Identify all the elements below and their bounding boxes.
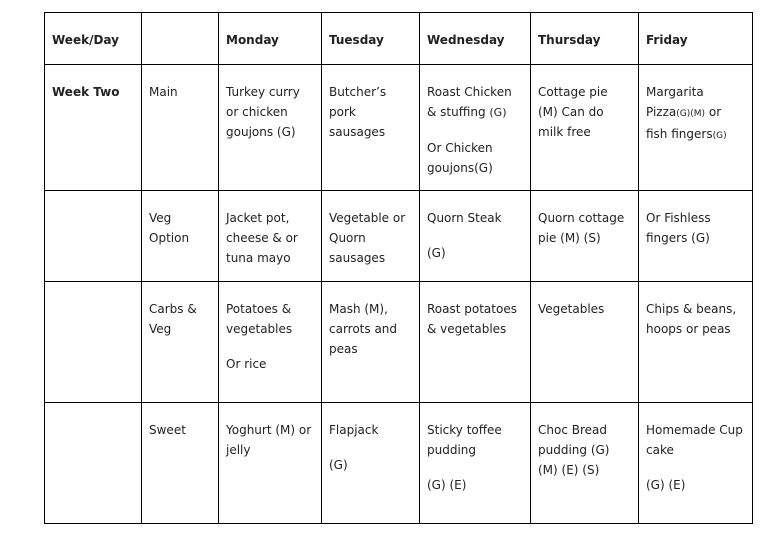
- cell-veg-thursday: Quorn cottage pie (M) (S): [531, 191, 639, 282]
- row-label-main: Main: [142, 65, 219, 191]
- cell-veg-wednesday: Quorn Steak (G): [420, 191, 531, 282]
- weekly-menu-table: [44, 12, 753, 524]
- week-label: Week Two: [45, 65, 142, 191]
- cell-veg-friday: Or Fishless fingers (G): [639, 191, 753, 282]
- header-tuesday: Tuesday: [322, 13, 420, 65]
- header-monday: Monday: [219, 13, 322, 65]
- cell-veg-monday: Jacket pot, cheese & or tuna mayo: [219, 191, 322, 282]
- cell-sweet-tuesday: Flapjack (G): [322, 403, 420, 524]
- cell-main-friday: Margarita Pizza(G)(M) or fish fingers(G): [639, 65, 753, 191]
- row-label-carbs: Carbs & Veg: [142, 282, 219, 403]
- cell-carbs-thursday: Vegetables: [531, 282, 639, 403]
- cell-carbs-tuesday: Mash (M), carrots and peas: [322, 282, 420, 403]
- row-label-sweet: Sweet: [142, 403, 219, 524]
- menu-row-carbs: [45, 282, 753, 403]
- cell-sweet-wednesday: Sticky toffee pudding (G) (E): [420, 403, 531, 524]
- cell-carbs-monday: Potatoes & vegetables Or rice: [219, 282, 322, 403]
- cell-sweet-friday: Homemade Cup cake (G) (E): [639, 403, 753, 524]
- menu-row-veg: [45, 191, 753, 282]
- cell-carbs-friday: Chips & beans, hoops or peas: [639, 282, 753, 403]
- cell-main-wednesday: Roast Chicken & stuffing (G) Or Chicken goujons(G): [420, 65, 531, 191]
- header-row: [45, 13, 753, 65]
- cell-veg-tuesday: Vegetable or Quorn sausages: [322, 191, 420, 282]
- header-friday: Friday: [639, 13, 753, 65]
- menu-row-sweet: [45, 403, 753, 524]
- header-category: [142, 13, 219, 65]
- header-week-day: Week/Day: [45, 13, 142, 65]
- cell-carbs-wednesday: Roast potatoes & vegetables: [420, 282, 531, 403]
- header-thursday: Thursday: [531, 13, 639, 65]
- row-label-veg: Veg Option: [142, 191, 219, 282]
- header-wednesday: Wednesday: [420, 13, 531, 65]
- cell-main-tuesday: Butcher’s pork sausages: [322, 65, 420, 191]
- cell-sweet-thursday: Choc Bread pudding (G) (M) (E) (S): [531, 403, 639, 524]
- cell-main-monday: Turkey curry or chicken goujons (G): [219, 65, 322, 191]
- menu-row-main: [45, 65, 753, 191]
- cell-sweet-monday: Yoghurt (M) or jelly: [219, 403, 322, 524]
- cell-main-thursday: Cottage pie (M) Can do milk free: [531, 65, 639, 191]
